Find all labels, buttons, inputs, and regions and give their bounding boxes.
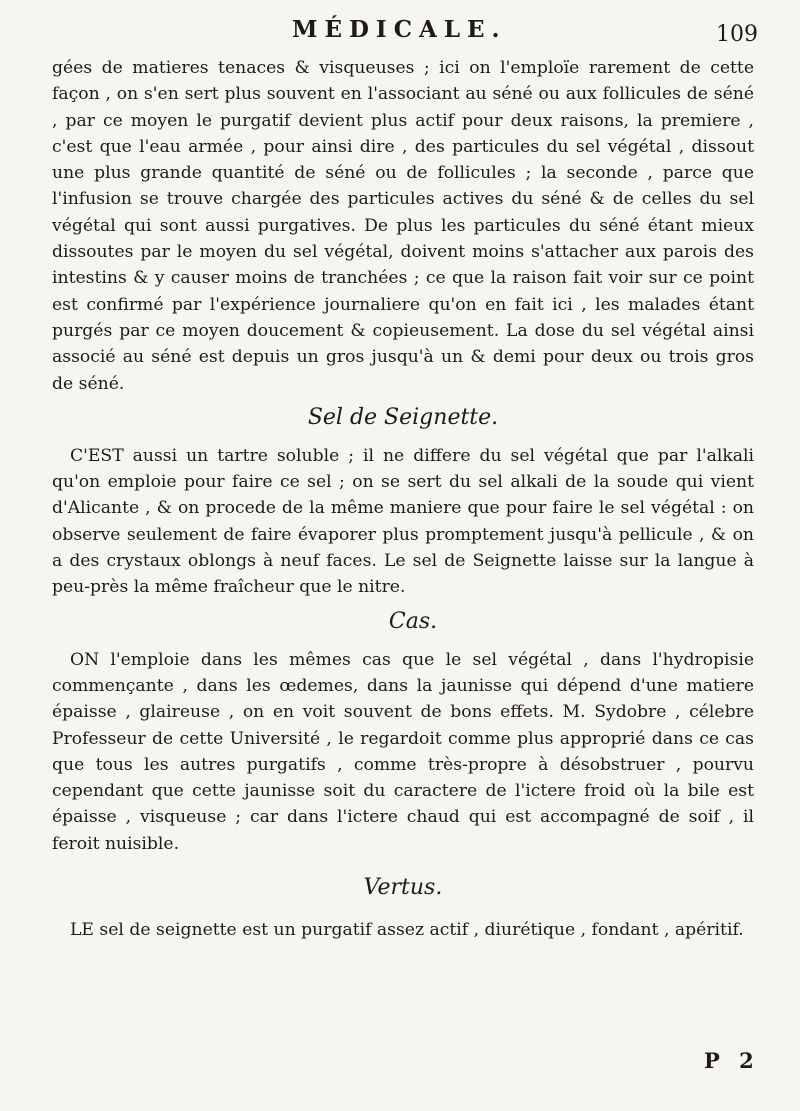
running-title: MÉDICALE. bbox=[292, 16, 507, 43]
section-heading-cas: Cas. bbox=[388, 608, 438, 634]
page-header bbox=[0, 16, 800, 50]
paragraph-continuation: gées de matieres tenaces & visqueuses ; ici on l'emploïe rarement de cette façon , on s'en sert plus souvent en l'associant au séné ou aux follicules de séné , par ce moyen le purgatif devient plus actif pour deux raisons, la premiere , c'est que l'eau armée , pour ainsi dire , des particules du sel végétal , dissout une plus grande quantité de séné ou de follicules ; la seconde , parce que l'infusion se trouve chargée des particules actives du séné & de celles du sel végétal qui sont aussi purgatives. De plus les particules du séné étant mieux dissoutes par le moyen du sel végétal, doivent moins s'attacher aux parois des intestins & y causer moins de tranchées ; ce que la raison fait voir sur ce point est confirmé par l'expérience journaliere qu'on en fait ici , les malades étant purgés par ce moyen doucement & copieusement. La dose du sel végétal ainsi associé au séné est depuis un gros jusqu'à un & demi pour deux ou trois gros de séné. bbox=[52, 58, 754, 394]
signature-mark: P 2 bbox=[704, 1048, 760, 1073]
paragraph-sel-de-seignette: C'EST aussi un tartre soluble ; il ne differe du sel végétal que par l'alkali qu'on emploie pour faire ce sel ; on se sert du sel alkali de la soude qui vient d'Alicante , & on procede de la même maniere que pour faire le sel végétal : on observe seulement de faire évaporer plus promptement jusqu'à pellicule , & on a des crystaux oblongs à neuf faces. Le sel de Seignette laisse sur la langue à peu-près la même fraîcheur que le nitre. bbox=[52, 445, 754, 598]
section-heading-vertus: Vertus. bbox=[363, 875, 443, 901]
section-heading-sel-de-seignette: Sel de Seignette. bbox=[307, 404, 499, 430]
page-body bbox=[52, 55, 754, 943]
paragraph-cas: ON l'emploie dans les mêmes cas que le sel végétal , dans l'hydropisie commençante , dans les œdemes, dans la jaunisse qui dépend d'une matiere épaisse , glaireuse , on en voit souvent de bons effets. M. Sydobre , célebre Professeur de cette Université , le regardoit comme plus approprié dans ce cas que tous les autres purgatifs , comme très-propre à désobstruer , pourvu cependant que cette jaunisse soit du caractere de l'ictere froid où la bile est épaisse , visqueuse ; car dans l'ictere chaud qui est accompagné de soif , il feroit nuisible. bbox=[52, 649, 754, 854]
page-number: 109 bbox=[716, 22, 758, 47]
paragraph-vertus: LE sel de seignette est un purgatif assez actif , diurétique , fondant , apéritif. bbox=[70, 920, 744, 941]
